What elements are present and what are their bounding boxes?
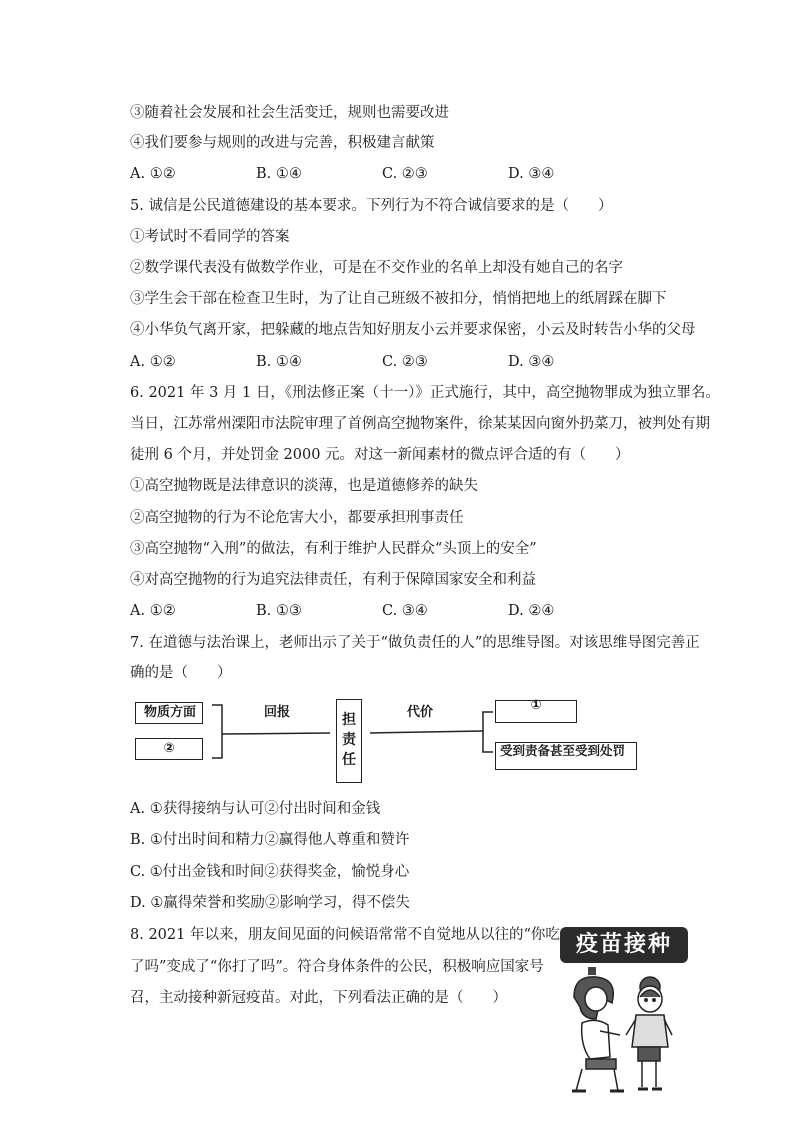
q6-stem-line-1: 6. 2021 年 3 月 1 日，《刑法修正案（十一）》正式施行，其中，高空抛物罪成为独立罪名。 [130,385,720,401]
q7-option-c: C. ①付出金钱和时间②获得奖金，愉悦身心 [130,864,410,880]
vaccination-figures [560,927,688,1099]
q5-statement-4: ④小华负气离开家，把躲藏的地点告知好朋友小云并要求保密，小云及时转告小华的父母 [130,322,696,338]
q5-statement-1: ①考试时不看同学的答案 [130,229,290,245]
q8-stem-line-1: 8. 2021 年以来，朋友间见面的问候语常常不自觉地从以往的“你吃 [130,927,560,943]
q6-option-a: A. ①② [130,603,176,619]
q7-option-a: A. ①获得接纳与认可②付出时间和金钱 [130,801,381,817]
q7-option-b: B. ①付出时间和精力②赢得他人尊重和赞许 [130,832,410,848]
q5-stem: 5. 诚信是公民道德建设的基本要求。下列行为不符合诚信要求的是（ ） [130,198,613,214]
vaccination-title: 疫苗接种 [560,927,688,963]
q5-statement-2: ②数学课代表没有做数学作业，可是在不交作业的名单上却没有她自己的名字 [130,260,623,276]
q6-stem-line-2: 当日，江苏常州溧阳市法院审理了首例高空抛物案件，徐某某因向窗外扔菜刀，被判处有期 [130,416,710,432]
q5-option-d: D. ③④ [508,354,555,370]
mind-map-label-return: 回报 [264,705,291,720]
q7-stem-line-1: 7. 在道德与法治课上，老师出示了关于“做负责任的人”的思维导图。对该思维导图完善正 [130,635,700,651]
mind-map-box-material: 物质方面 [135,702,203,724]
q6-statement-1: ①高空抛物既是法律意识的淡薄，也是道德修养的缺失 [130,478,478,494]
q4-option-c: C. ②③ [382,166,428,182]
q6-stem-line-3: 徒刑 6 个月，并处罚金 2000 元。对这一新闻素材的微点评合适的有（ ） [130,447,630,463]
q8-stem-line-3: 召，主动接种新冠疫苗。对此，下列看法正确的是（ ） [130,990,507,1006]
mind-map-label-cost: 代价 [407,705,434,720]
mind-map-box-punish: 受到责备甚至受到处罚 [495,742,637,770]
mind-map-box-1: ① [495,700,577,723]
q7-option-d: D. ①赢得荣誉和奖励②影响学习，得不偿失 [130,895,410,911]
q5-option-c: C. ②③ [382,354,428,370]
mind-map-center-box: 担责任 [336,699,362,783]
q6-option-d: D. ②④ [508,603,555,619]
q6-statement-4: ④对高空抛物的行为追究法律责任，有利于保障国家安全和利益 [130,572,536,588]
q6-statement-2: ②高空抛物的行为不论危害大小，都要承担刑事责任 [130,510,464,526]
q4-option-b: B. ①④ [256,166,302,182]
mind-map-box-2: ② [135,738,203,760]
q5-option-b: B. ①④ [256,354,302,370]
vaccination-illustration [560,927,688,1099]
q6-option-b: B. ①③ [256,603,302,619]
q4-option-a: A. ①② [130,166,176,182]
q4-statement-3: ③随着社会发展和社会生活变迁，规则也需要改进 [130,105,449,121]
q4-option-d: D. ③④ [508,166,555,182]
q6-statement-3: ③高空抛物“入刑”的做法，有利于维护人民群众“头顶上的安全” [130,541,537,557]
q5-option-a: A. ①② [130,354,176,370]
q6-option-c: C. ③④ [382,603,428,619]
q4-statement-4: ④我们要参与规则的改进与完善，积极建言献策 [130,135,435,151]
q7-stem-line-2: 确的是（ ） [130,665,232,681]
q5-statement-3: ③学生会干部在检查卫生时，为了让自己班级不被扣分，悄悄把地上的纸屑踩在脚下 [130,291,667,307]
q8-stem-line-2: 了吗”变成了“你打了吗”。符合身体条件的公民，积极响应国家号 [130,959,544,975]
